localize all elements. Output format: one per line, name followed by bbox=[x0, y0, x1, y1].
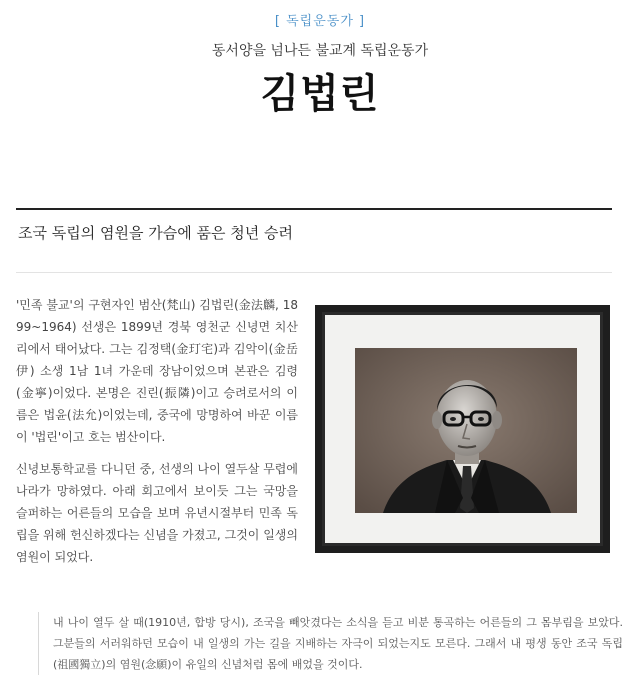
memoir-quote: 내 나이 열두 살 때(1910년, 합방 당시), 조국을 빼앗겼다는 소식을 듣고 비분 통곡하는 어른들의 그 몸부림을 보았다. 그분들의 서러워하던 모습이 내 일생의 가는 길을 지배하는 자극이 되었는지도 모른다. 그래서 내 평생 동안 조국 독립(祖國獨立)의 염원(念願)이 유일의 신념처럼 몸에 배었을 것이다. bbox=[38, 612, 623, 675]
page-title: 김법린 bbox=[260, 70, 380, 117]
portrait-illustration bbox=[355, 348, 577, 513]
section-heading: 조국 독립의 염원을 가슴에 품은 청년 승려 bbox=[18, 224, 293, 242]
body-paragraph-1: '민족 불교'의 구현자인 범산(梵山) 김법린(金法麟, 1899~1964) 선생은 1899년 경북 영천군 신녕면 치산리에서 태어났다. 그는 김정택(金玎宅)과 김악이(金岳伊) 소생 1남 1녀 가운데 장남이었으며 본관은 김령(金寧)이었다. 본명은 진린(振隣)이고 승려로서의 이름은 법윤(法允)이었는데, 중국에 망명하여 바꾼 이름이 '법린'이고 호는 범산이다. bbox=[16, 298, 298, 444]
portrait-frame bbox=[315, 305, 610, 553]
portrait-frame-inner bbox=[322, 312, 603, 546]
heading-underline bbox=[16, 272, 612, 273]
section-divider bbox=[16, 208, 612, 210]
portrait-mat bbox=[325, 315, 600, 543]
page-subtitle: 동서양을 넘나든 불교계 독립운동가 bbox=[211, 43, 429, 59]
category-label: [ 독립운동가 ] bbox=[274, 14, 366, 29]
body-paragraph-2: 신녕보통학교를 다니던 중, 선생의 나이 열두살 무렵에 나라가 망하였다. 아래 회고에서 보이듯 그는 국망을 슬퍼하는 어른들의 모습을 보며 유년시절부터 민족 독립을 위해 헌신하겠다는 신념을 가졌고, 그것이 일생의 염원이 되었다. bbox=[16, 462, 298, 564]
portrait-photo bbox=[355, 348, 577, 513]
